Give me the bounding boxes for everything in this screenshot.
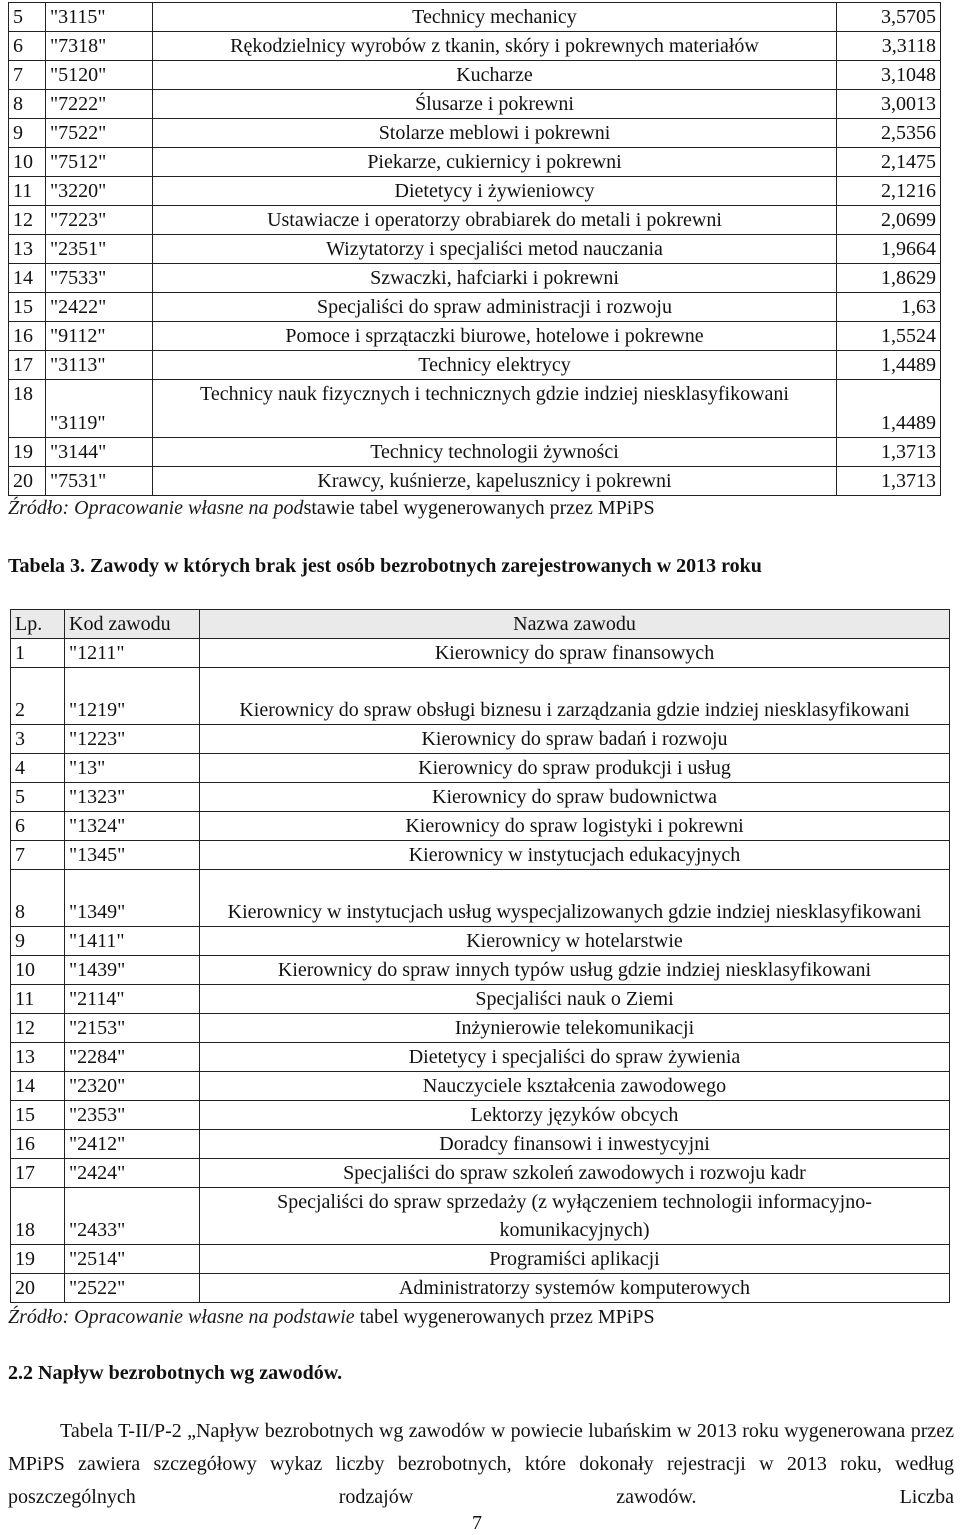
cell-name: Administratorzy systemów komputerowych	[200, 1274, 950, 1303]
cell-name: Kierownicy do spraw badań i rozwoju	[200, 725, 950, 754]
cell-name: Kierownicy w instytucjach edukacyjnych	[200, 841, 950, 870]
cell-value: 2,5356	[837, 119, 941, 148]
cell-name: Kucharze	[153, 61, 837, 90]
cell-code: "3113"	[46, 351, 153, 380]
table-row	[11, 1043, 950, 1072]
cell-lp: 16	[11, 1130, 65, 1159]
cell-code: "9112"	[46, 322, 153, 351]
cell-code: "3144"	[46, 438, 153, 467]
table-row	[11, 1274, 950, 1303]
cell-name: Specjaliści nauk o Ziemi	[200, 985, 950, 1014]
cell-name: Specjaliści do spraw sprzedaży (z wyłączeniem technologii informacyjno-komunikacyjnych)	[200, 1188, 950, 1245]
cell-name: Ustawiacze i operatorzy obrabiarek do metali i pokrewni	[153, 206, 837, 235]
cell-name: Kierownicy do spraw obsługi biznesu i zarządzania gdzie indziej niesklasyfikowani	[200, 668, 950, 725]
cell-value: 3,5705	[837, 3, 941, 32]
cell-lp: 6	[11, 812, 65, 841]
cell-name: Piekarze, cukiernicy i pokrewni	[153, 148, 837, 177]
cell-code: "7223"	[46, 206, 153, 235]
cell-name: Nauczyciele kształcenia zawodowego	[200, 1072, 950, 1101]
table-row	[9, 3, 941, 32]
cell-code: "2522"	[65, 1274, 200, 1303]
cell-name: Lektorzy języków obcych	[200, 1101, 950, 1130]
cell-name: Technicy elektrycy	[153, 351, 837, 380]
cell-lp: 12	[9, 206, 46, 235]
cell-code: "1323"	[65, 783, 200, 812]
table-row	[11, 841, 950, 870]
cell-code: "1223"	[65, 725, 200, 754]
table-row	[11, 639, 950, 668]
cell-code: "2353"	[65, 1101, 200, 1130]
table-row	[9, 467, 941, 496]
cell-name: Kierownicy do spraw innych typów usług gdzie indziej niesklasyfikowani	[200, 956, 950, 985]
cell-name: Stolarze meblowi i pokrewni	[153, 119, 837, 148]
cell-code: "2514"	[65, 1245, 200, 1274]
cell-name: Dietetycy i specjaliści do spraw żywienia	[200, 1043, 950, 1072]
table3-caption: Tabela 3. Zawody w których brak jest osób bezrobotnych zarejestrowanych w 2013 roku	[8, 555, 762, 577]
table-row	[9, 322, 941, 351]
table-row	[11, 668, 950, 725]
cell-name: Kierownicy do spraw budownictwa	[200, 783, 950, 812]
cell-code: "2412"	[65, 1130, 200, 1159]
table-row	[9, 293, 941, 322]
table-row	[9, 90, 941, 119]
cell-name: Kierownicy w instytucjach usług wyspecjalizowanych gdzie indziej niesklasyfikowani	[200, 870, 950, 927]
cell-lp: 1	[11, 639, 65, 668]
cell-code: "3115"	[46, 3, 153, 32]
table-row	[9, 380, 941, 438]
cell-lp: 10	[9, 148, 46, 177]
cell-value: 1,3713	[837, 467, 941, 496]
header-name: Nazwa zawodu	[200, 610, 950, 639]
occupations-no-unemployed-table	[10, 609, 950, 1303]
cell-value: 3,0013	[837, 90, 941, 119]
cell-value: 2,0699	[837, 206, 941, 235]
cell-name: Inżynierowie telekomunikacji	[200, 1014, 950, 1043]
table-row	[9, 148, 941, 177]
cell-name: Krawcy, kuśnierze, kapelusznicy i pokrewni	[153, 467, 837, 496]
table2-source-note	[8, 497, 655, 520]
cell-lp: 13	[9, 235, 46, 264]
cell-code: "7533"	[46, 264, 153, 293]
cell-lp: 9	[11, 927, 65, 956]
cell-lp: 18	[11, 1188, 65, 1245]
cell-name: Rękodzielnicy wyrobów z tkanin, skóry i pokrewnych materiałów	[153, 32, 837, 61]
cell-lp: 5	[11, 783, 65, 812]
table-row	[11, 927, 950, 956]
table-row	[11, 870, 950, 927]
cell-lp: 10	[11, 956, 65, 985]
cell-code: "5120"	[46, 61, 153, 90]
cell-value: 1,9664	[837, 235, 941, 264]
table-row	[11, 956, 950, 985]
cell-lp: 6	[9, 32, 46, 61]
table-row	[11, 985, 950, 1014]
cell-code: "2320"	[65, 1072, 200, 1101]
cell-code: "1219"	[65, 668, 200, 725]
table-row	[11, 754, 950, 783]
section-heading: 2.2 Napływ bezrobotnych wg zawodów.	[8, 1362, 343, 1384]
cell-code: "1349"	[65, 870, 200, 927]
cell-name: Specjaliści do spraw szkoleń zawodowych i rozwoju kadr	[200, 1159, 950, 1188]
cell-lp: 13	[11, 1043, 65, 1072]
cell-lp: 17	[9, 351, 46, 380]
cell-name: Szwaczki, hafciarki i pokrewni	[153, 264, 837, 293]
section-paragraph	[8, 1415, 954, 1514]
paragraph-text: Tabela T-II/P-2 „Napływ bezrobotnych wg zawodów w powiecie lubańskim w 2013 roku wygenerowana przez MPiPS zawiera szczegółowy wykaz liczby bezrobotnych, które dokonały rejestracji w 2013 roku, według poszczególnych rodzajów zawodów. Liczba	[8, 1420, 954, 1508]
source-italic: Źródło: Opracowanie własne na pod	[8, 497, 304, 519]
cell-code: "7318"	[46, 32, 153, 61]
cell-code: "3220"	[46, 177, 153, 206]
table-row	[11, 1130, 950, 1159]
table-row	[11, 1245, 950, 1274]
cell-code: "7512"	[46, 148, 153, 177]
cell-value: 1,4489	[837, 380, 941, 438]
cell-value: 1,63	[837, 293, 941, 322]
cell-name: Dietetycy i żywieniowcy	[153, 177, 837, 206]
cell-name: Technicy nauk fizycznych i technicznych gdzie indziej niesklasyfikowani	[153, 380, 837, 438]
cell-lp: 20	[9, 467, 46, 496]
cell-code: "3119"	[46, 380, 153, 438]
cell-lp: 14	[11, 1072, 65, 1101]
cell-name: Kierownicy w hotelarstwie	[200, 927, 950, 956]
cell-name: Specjaliści do spraw administracji i rozwoju	[153, 293, 837, 322]
cell-value: 3,1048	[837, 61, 941, 90]
table-row	[11, 1101, 950, 1130]
cell-lp: 7	[9, 61, 46, 90]
cell-value: 1,8629	[837, 264, 941, 293]
cell-lp: 11	[11, 985, 65, 1014]
table-row	[9, 206, 941, 235]
table-row	[9, 61, 941, 90]
cell-code: "1411"	[65, 927, 200, 956]
cell-lp: 17	[11, 1159, 65, 1188]
cell-lp: 8	[9, 90, 46, 119]
cell-code: "1211"	[65, 639, 200, 668]
header-lp: Lp.	[11, 610, 65, 639]
cell-name: Doradcy finansowi i inwestycyjni	[200, 1130, 950, 1159]
cell-lp: 16	[9, 322, 46, 351]
table-row	[11, 1014, 950, 1043]
cell-value: 2,1475	[837, 148, 941, 177]
table-row	[11, 725, 950, 754]
cell-code: "2153"	[65, 1014, 200, 1043]
cell-lp: 5	[9, 3, 46, 32]
header-code: Kod zawodu	[65, 610, 200, 639]
cell-name: Kierownicy do spraw logistyki i pokrewni	[200, 812, 950, 841]
cell-code: "7222"	[46, 90, 153, 119]
cell-code: "2114"	[65, 985, 200, 1014]
table-row	[9, 32, 941, 61]
cell-lp: 8	[11, 870, 65, 927]
cell-value: 1,3713	[837, 438, 941, 467]
table-row	[9, 351, 941, 380]
cell-lp: 3	[11, 725, 65, 754]
cell-value: 1,5524	[837, 322, 941, 351]
cell-code: "13"	[65, 754, 200, 783]
table-header-row	[11, 610, 950, 639]
cell-name: Kierownicy do spraw finansowych	[200, 639, 950, 668]
cell-lp: 9	[9, 119, 46, 148]
cell-name: Kierownicy do spraw produkcji i usług	[200, 754, 950, 783]
cell-code: "1345"	[65, 841, 200, 870]
table3-source-note	[8, 1306, 655, 1329]
cell-lp: 19	[9, 438, 46, 467]
cell-name: Technicy mechanicy	[153, 3, 837, 32]
cell-value: 3,3118	[837, 32, 941, 61]
cell-lp: 20	[11, 1274, 65, 1303]
table-row	[11, 812, 950, 841]
cell-lp: 15	[11, 1101, 65, 1130]
table-row	[9, 177, 941, 206]
cell-name: Programiści aplikacji	[200, 1245, 950, 1274]
table-row	[11, 1072, 950, 1101]
cell-value: 1,4489	[837, 351, 941, 380]
cell-lp: 14	[9, 264, 46, 293]
cell-value: 2,1216	[837, 177, 941, 206]
table-row	[11, 1159, 950, 1188]
table-row	[9, 264, 941, 293]
cell-code: "1439"	[65, 956, 200, 985]
cell-lp: 19	[11, 1245, 65, 1274]
cell-lp: 2	[11, 668, 65, 725]
cell-code: "2424"	[65, 1159, 200, 1188]
source-rest: stawie tabel wygenerowanych przez MPiPS	[303, 497, 655, 519]
cell-name: Pomoce i sprzątaczki biurowe, hotelowe i pokrewne	[153, 322, 837, 351]
cell-name: Wizytatorzy i specjaliści metod nauczania	[153, 235, 837, 264]
table-row	[11, 1188, 950, 1245]
cell-lp: 12	[11, 1014, 65, 1043]
cell-name: Technicy technologii żywności	[153, 438, 837, 467]
source-italic: Źródło: Opracowanie własne na podstawie	[8, 1306, 355, 1328]
cell-lp: 4	[11, 754, 65, 783]
cell-code: "2422"	[46, 293, 153, 322]
page-number: 7	[472, 1512, 482, 1534]
cell-code: "2351"	[46, 235, 153, 264]
table-row	[9, 438, 941, 467]
table-row	[9, 119, 941, 148]
cell-code: "7522"	[46, 119, 153, 148]
cell-lp: 15	[9, 293, 46, 322]
cell-name: Ślusarze i pokrewni	[153, 90, 837, 119]
cell-code: "1324"	[65, 812, 200, 841]
cell-lp: 11	[9, 177, 46, 206]
table-row	[11, 783, 950, 812]
cell-lp: 18	[9, 380, 46, 438]
cell-code: "2433"	[65, 1188, 200, 1245]
table-row	[9, 235, 941, 264]
cell-code: "2284"	[65, 1043, 200, 1072]
cell-lp: 7	[11, 841, 65, 870]
cell-code: "7531"	[46, 467, 153, 496]
source-rest: tabel wygenerowanych przez MPiPS	[354, 1306, 655, 1328]
occupations-ranking-table	[8, 2, 941, 496]
